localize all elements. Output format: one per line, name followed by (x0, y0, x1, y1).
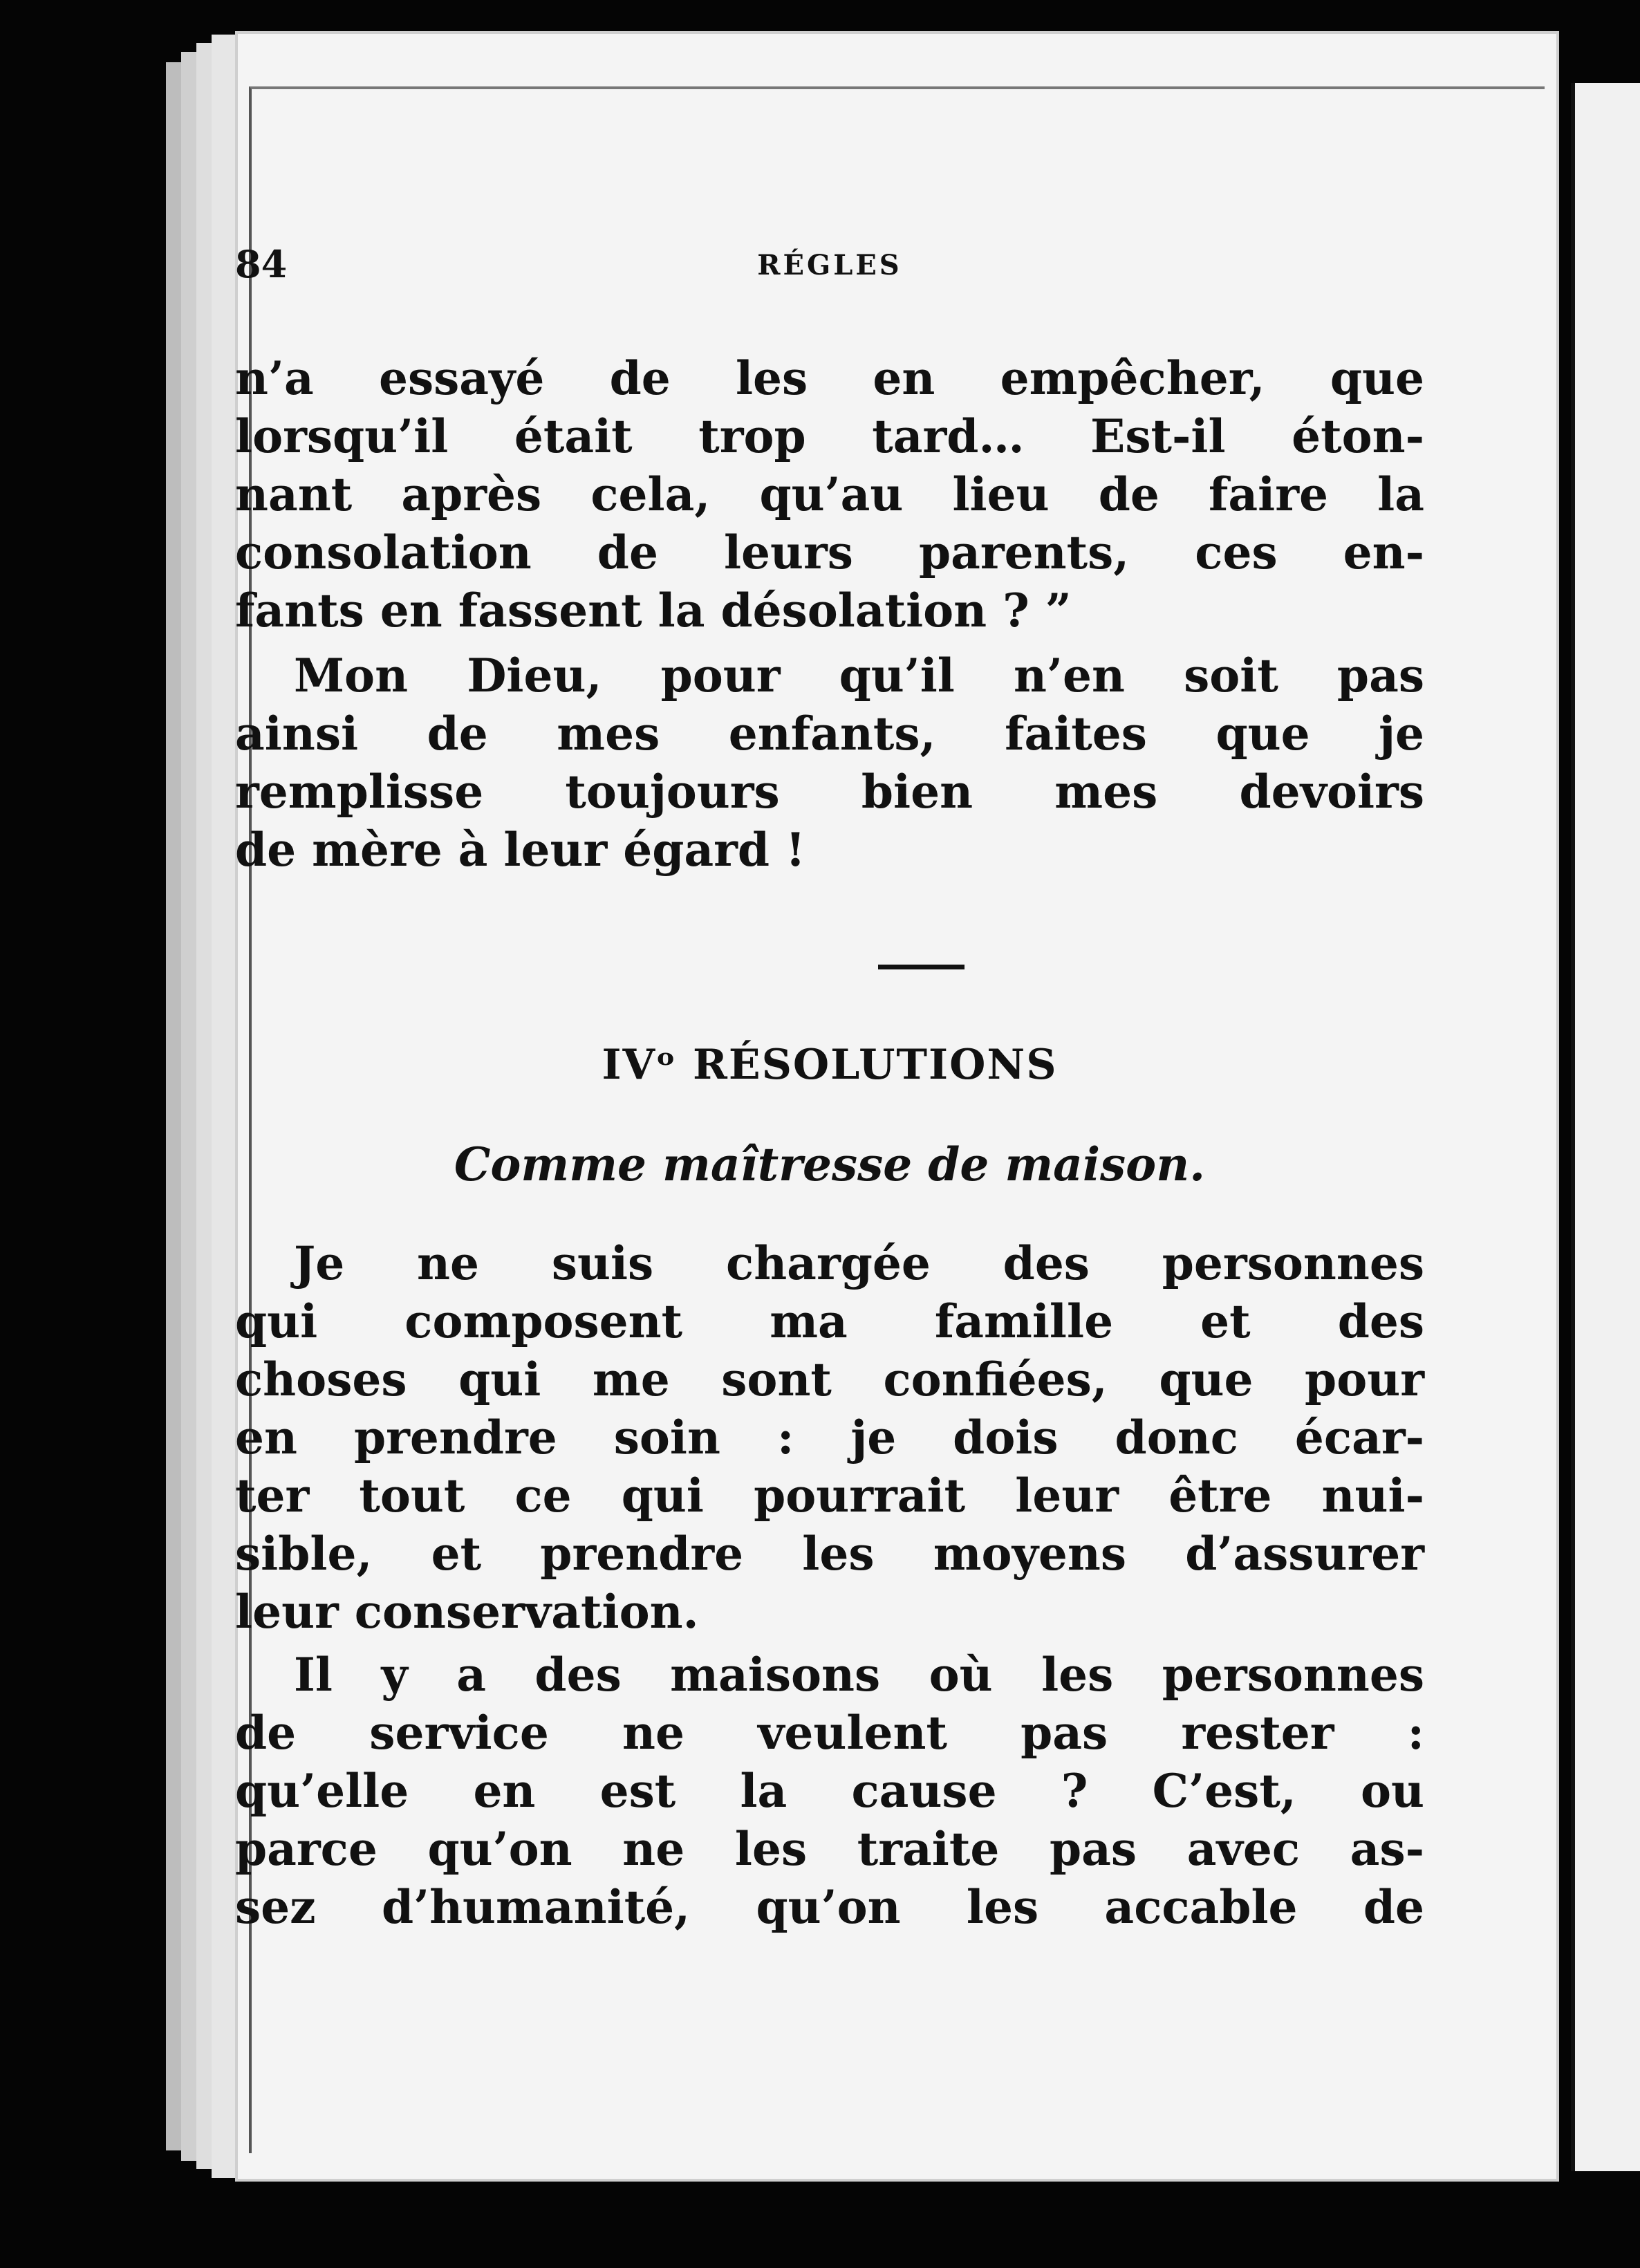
paragraph-duties (235, 1234, 1424, 1641)
text-line: n’a essayé de les en empêcher, que (235, 351, 1424, 405)
section-separator (878, 965, 965, 969)
section-heading: IVᵒ RÉSOLUTIONS (602, 1041, 1058, 1089)
text-line: parce qu’on ne les traite pas avec as- (235, 1822, 1424, 1876)
text-line: Il y a des maisons où les personnes (294, 1648, 1424, 1702)
text-line: sible, et prendre les moyens d’assurer (235, 1527, 1424, 1581)
text-line: remplisse toujours bien mes devoirs (235, 765, 1424, 819)
text-line: sez d’humanité, qu’on les accable de (235, 1880, 1424, 1934)
paragraph-prayer (235, 647, 1424, 879)
facing-page-edge (1571, 83, 1640, 2171)
running-title: RÉGLES (757, 249, 902, 281)
text-line: ter tout ce qui pourrait leur être nui- (235, 1469, 1424, 1523)
section-subheading: Comme maîtresse de maison. (454, 1137, 1206, 1191)
text-line: fants en fassent la désolation ? ” (235, 584, 1072, 638)
text-line: ainsi de mes enfants, faites que je (235, 707, 1424, 761)
text-line: qu’elle en est la cause ? C’est, ou (235, 1764, 1424, 1818)
text-line: choses qui me sont confiées, que pour (235, 1353, 1424, 1406)
paragraph-continuation (235, 349, 1424, 640)
text-line: lorsqu’il était trop tard… Est-il éton- (235, 409, 1424, 463)
text-line: de mère à leur égard ! (235, 823, 805, 877)
text-line: en prendre soin : je dois donc écar- (235, 1411, 1424, 1465)
text-line: leur conservation. (235, 1585, 699, 1639)
paragraph-servants (235, 1646, 1424, 1936)
page-header (235, 235, 1424, 297)
text-line: de service ne veulent pas rester : (235, 1706, 1424, 1760)
text-line: consolation de leurs parents, ces en- (235, 526, 1424, 579)
text-line: Mon Dieu, pour qu’il n’en soit pas (294, 649, 1424, 703)
page-number: 84 (235, 242, 288, 286)
text-line: qui composent ma famille et des (235, 1294, 1424, 1348)
text-line: nant après cela, qu’au lieu de faire la (235, 467, 1424, 521)
text-line: Je ne suis chargée des personnes (294, 1236, 1424, 1290)
